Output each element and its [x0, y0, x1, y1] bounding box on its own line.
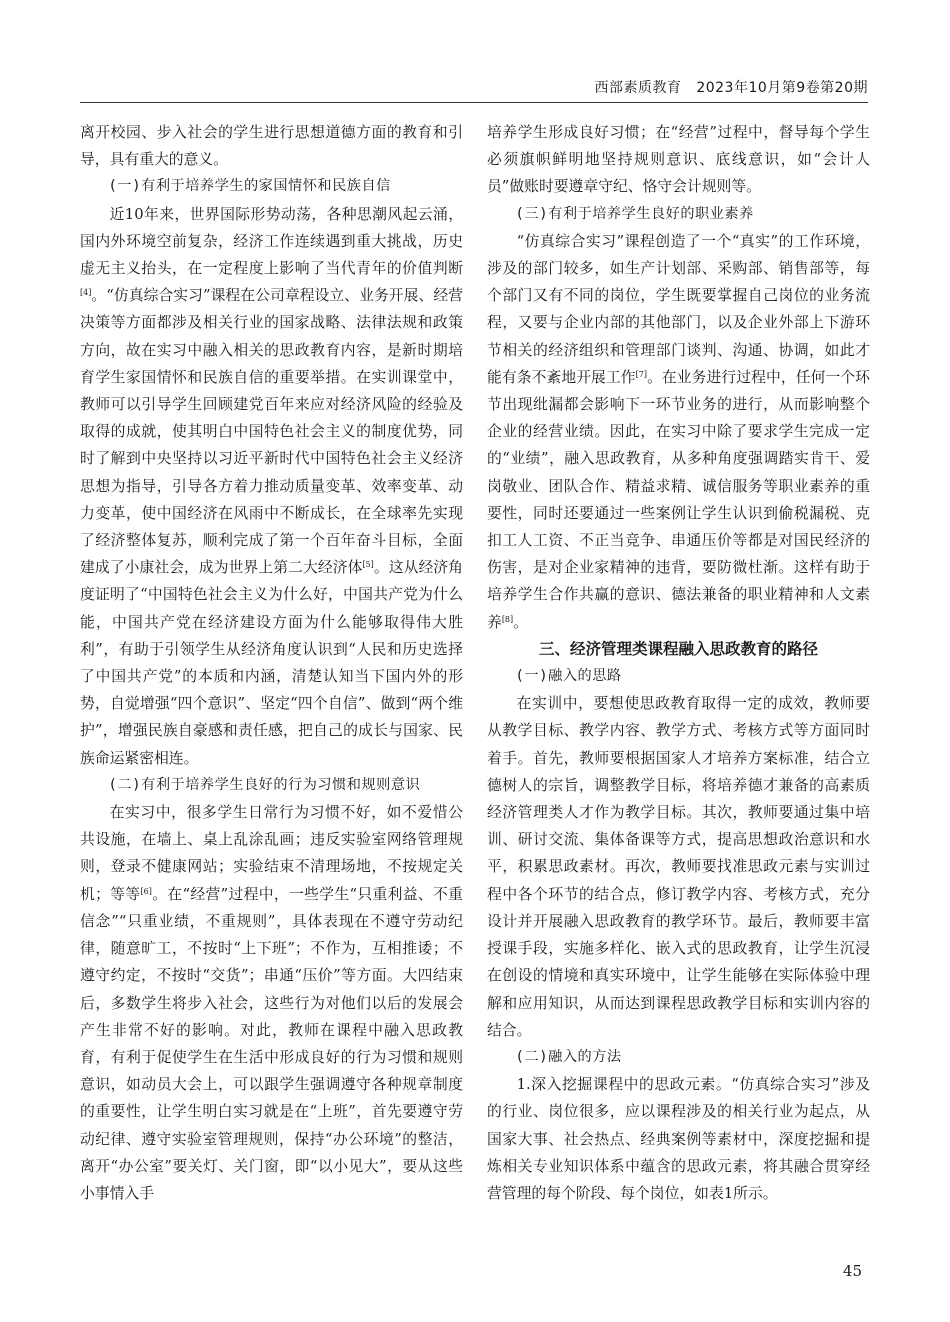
text-run: 。这从经济角度证明了“中国特色社会主义为什么好，中国共产党为什么能，中国共产党在经济建设方面为什么能够取得伟大胜利”，有助于引领学生从经济角度认识到“人民和历史选择了中国共产党”的本质和内涵，清楚认知当下国内外的形势，自觉增强“四个意识”、坚定“四个自信”、做到“两个维护”，增强民族自豪感和责任感，把自己的成长与国家、民族命运紧密相连。 — [80, 559, 463, 767]
text-run: 。 — [513, 613, 528, 631]
header-rule — [80, 102, 868, 103]
citation-ref[interactable]: [8] — [501, 614, 514, 624]
citation-ref[interactable]: [6] — [140, 886, 152, 896]
section-heading-paths: 三、经济管理类课程融入思政教育的路径 — [538, 639, 818, 658]
paragraph-habits — [80, 799, 463, 1207]
subheading-approach: (一)融入的思路 — [515, 668, 622, 685]
running-head — [80, 77, 868, 97]
subheading-habits: (二)有利于培养学生良好的行为习惯和规则意识 — [108, 776, 421, 793]
text-run: 。在“经营”过程中，一些学生“只重利益、不重信念”“只重业绩，不重规则”，具体表现在不遵守劳动纪律，随意旷工，不按时“上下班”；不作为，互相推诿；不遵守约定，不按时“交货”；串通“压价”等方面。大四结束后，多数学生将步入社会，这些行为对他们以后的发展会产生非常不好的影响。对此，教师在课程中融入思政教育，有利于促使学生在生活中形成良好的行为习惯和规则意识，如动员大会上，可以跟学生强调遵守各种规章制度的重要性，让学生明白实习就是在“上班”，首先要遵守劳动纪律、遵守实验室管理规则，保持“办公环境”的整洁，离开“办公室”要关灯、关门窗，即“以小见大”，要从这些小事情入手 — [80, 885, 463, 1202]
citation-ref[interactable]: [7] — [635, 369, 647, 379]
issue-info: 2023年10月第9卷第20期 — [696, 80, 868, 96]
citation-ref[interactable]: [5] — [362, 560, 374, 570]
left-column — [80, 119, 463, 1207]
paragraph-continued: 培养学生形成良好习惯；在“经营”过程中，督导每个学生必须旗帜鲜明地坚持规则意识、底线意识，如“会计人员”做账时要遵章守纪、恪守会计规则等。 — [487, 124, 870, 196]
subheading-methods: (二)融入的方法 — [515, 1048, 622, 1065]
paragraph-professionalism — [487, 228, 870, 636]
subheading-patriotism: (一)有利于培养学生的家国情怀和民族自信 — [108, 178, 391, 195]
text-run: 。在业务进行过程中，任何一个环节出现纰漏都会影响下一环节业务的进行，从而影响整个企业的经营业绩。因此，在实习中除了要求学生完成一定的“业绩”，融入思政教育，从多种角度强调踏实肯干、爱岗敬业、团队合作、精益求精、诚信服务等职业素养的重要性，同时还要通过一些案例让学生认识到偷税漏税、克扣工人工资、不正当竞争、串通压价等都是对国民经济的伤害，是对企业家精神的违背，要防微杜渐。这样有助于培养学生合作共赢的意识、德法兼备的职业精神和人文素养 — [487, 368, 870, 631]
paragraph-methods: 1.深入挖掘课程中的思政元素。“仿真综合实习”涉及的行业、岗位很多，应以课程涉及的相关行业为起点，从国家大事、社会热点、经典案例等素材中，深度挖掘和提炼相关专业知识体系中蕴含的思政元素，将其融合贯穿经营管理的每个阶段、每个岗位，如表1所示。 — [487, 1076, 870, 1202]
journal-name: 西部素质教育 — [594, 80, 682, 96]
paragraph-patriotism — [80, 201, 463, 772]
citation-ref[interactable]: [4] — [80, 288, 92, 298]
right-column — [487, 119, 870, 1207]
paragraph-approach: 在实训中，要想使思政教育取得一定的成效，教师要从教学目标、教学内容、教学方式、考核方式等方面同时着手。首先，教师要根据国家人才培养方案标准，结合立德树人的宗旨，调整教学目标，将培养德才兼备的高素质经济管理类人才作为教学目标。其次，教师要通过集中培训、研讨交流、集体备课等方式，提高思想政治意识和水平，积累思政素材。再次，教师要找准思政元素与实训过程中各个环节的结合点，修订教学内容、考核方式，充分设计并开展融入思政教育的教学环节。最后，教师要丰富授课手段，实施多样化、嵌入式的思政教育，让学生沉浸在创设的情境和真实环境中，让学生能够在实际体验中理解和应用知识，从而达到课程思政教学目标和实训内容的结合。 — [487, 695, 870, 1039]
text-run: “仿真综合实习”课程创造了一个“真实”的工作环境，涉及的部门较多，如生产计划部、采购部、销售部等，每个部门又有不同的岗位，学生既要掌握自己岗位的业务流程，又要与企业内部的其他部门，以及企业外部上下游环节相关的经济组织和管理部门谈判、沟通、协调，如此才能有条不紊地开展工作 — [487, 232, 870, 386]
page-number: 45 — [842, 1262, 862, 1280]
subheading-professionalism: (三)有利于培养学生良好的职业素养 — [515, 205, 754, 222]
text-run: 在实习中，很多学生日常行为习惯不好，如不爱惜公共设施，在墙上、桌上乱涂乱画；违反实验室网络管理规则，登录不健康网站；实验结束不清理场地，不按规定关机；等等 — [80, 804, 463, 903]
paragraph-intro: 离开校园、步入社会的学生进行思想道德方面的教育和引导，具有重大的意义。 — [80, 124, 463, 169]
text-run: 近10年来，世界国际形势动荡，各种思潮风起云涌，国内外环境空前复杂，经济工作连续遇到重大挑战，历史虚无主义抬头，在一定程度上影响了当代青年的价值判断 — [80, 205, 463, 278]
text-run: 。“仿真综合实习”课程在公司章程设立、业务开展、经营决策等方面都涉及相关行业的国家战略、法律法规和政策方向，故在实习中融入相关的思政教育内容，是新时期培育学生家国情怀和民族自信的重要举措。在实训课堂中，教师可以引导学生回顾建党百年来应对经济风险的经验及取得的成就，使其明白中国特色社会主义的制度优势，同时了解到中央坚持以习近平新时代中国特色社会主义经济思想为指导，引导各方着力推动质量变革、效率变革、动力变革，使中国经济在风雨中不断成长，在全球率先实现了经济整体复苏，顺利完成了第一个百年奋斗目标，全面建成了小康社会，成为世界上第二大经济体 — [80, 287, 463, 577]
